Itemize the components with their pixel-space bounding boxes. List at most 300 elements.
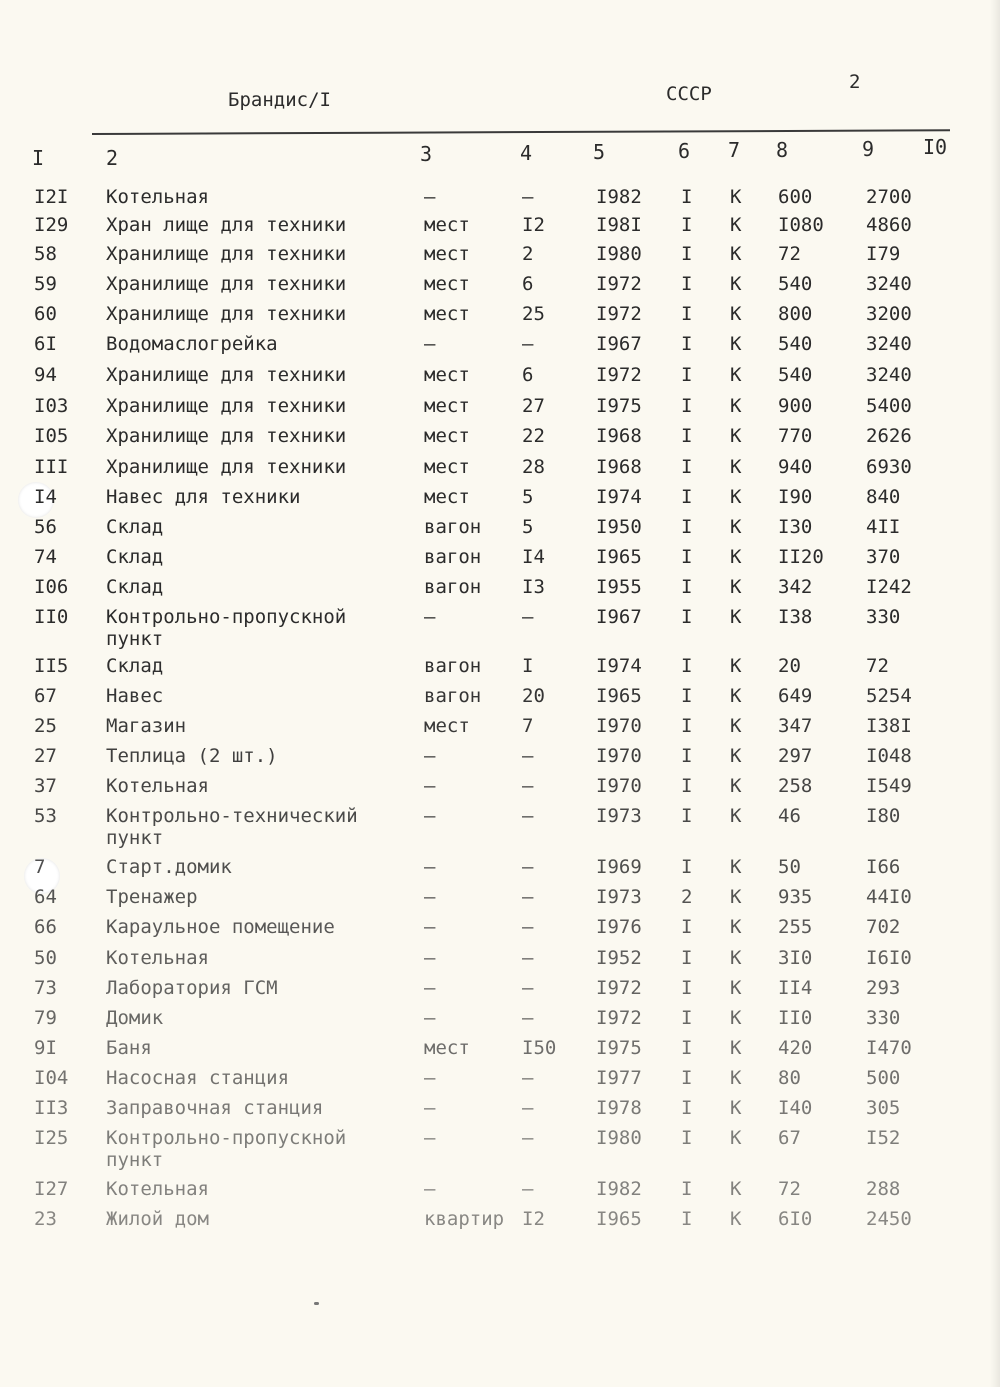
cell-col-4: – [522,947,534,969]
document-country-title: СССР [666,83,712,105]
cell-col-5: I982 [596,186,642,208]
cell-col-4: – [522,775,534,797]
cell-col-4: I2 [522,1208,545,1230]
cell-col-1: 50 [34,947,57,969]
cell-col-5: I950 [596,516,642,538]
cell-col-2: Котельная [106,186,209,208]
column-number: 3 [420,142,433,166]
cell-col-4: I4 [522,546,545,568]
cell-col-6: I [681,395,693,417]
cell-col-4: 28 [522,456,545,478]
cell-col-1: 25 [34,715,57,737]
cell-col-6: I [681,1007,693,1029]
cell-col-5: I968 [596,456,642,478]
cell-col-5: I952 [596,947,642,969]
table-row [0,1127,1000,1171]
cell-col-5: I974 [596,486,642,508]
cell-col-9: 500 [866,1067,901,1089]
cell-col-3: мест [424,486,470,508]
cell-col-6: I [681,243,693,265]
cell-col-6: I [681,486,693,508]
cell-col-2: Лаборатория ГСМ [106,977,278,999]
cell-col-5: I955 [596,576,642,598]
cell-col-7: К [730,685,742,707]
cell-col-9: 4II [866,516,901,538]
cell-col-9: 6930 [866,456,912,478]
cell-col-8: I080 [778,214,824,236]
table-row [0,1007,1000,1037]
cell-col-5: I967 [596,333,642,355]
cell-col-1: I2I [34,186,69,208]
cell-col-1: III [34,456,69,478]
cell-col-4: I3 [522,576,545,598]
cell-col-6: I [681,333,693,355]
cell-col-9: 44I0 [866,886,912,908]
table-row [0,243,1000,273]
cell-col-3: мест [424,395,470,417]
cell-col-8: II4 [778,977,813,999]
cell-col-9: 305 [866,1097,901,1119]
cell-col-9: 2450 [866,1208,912,1230]
cell-col-1: 23 [34,1208,57,1230]
cell-col-8: 297 [778,745,813,767]
cell-col-4: 25 [522,303,545,325]
cell-col-5: I972 [596,303,642,325]
cell-col-9: I242 [866,576,912,598]
table-row [0,303,1000,333]
cell-col-7: К [730,1037,742,1059]
cell-col-1: 79 [34,1007,57,1029]
table-row [0,715,1000,745]
cell-col-2: Насосная станция [106,1067,290,1089]
cell-col-2: Склад [106,546,164,568]
cell-col-5: I980 [596,1127,642,1149]
table-row [0,546,1000,576]
cell-col-1: I04 [34,1067,69,1089]
cell-col-3: – [424,186,436,208]
cell-col-2: Хранилище для техники [106,273,347,295]
cell-col-3: вагон [424,576,482,598]
cell-col-3: мест [424,364,470,386]
cell-col-2: Домик [106,1007,164,1029]
cell-col-3: вагон [424,685,482,707]
table-row [0,1067,1000,1097]
cell-col-7: К [730,214,742,236]
cell-col-6: I [681,805,693,827]
table-row [0,364,1000,394]
cell-col-9: I79 [866,243,901,265]
cell-col-4: – [522,1127,534,1149]
cell-col-7: К [730,715,742,737]
table-row [0,1178,1000,1208]
ink-speck [314,1302,319,1305]
table-row [0,1097,1000,1127]
cell-col-9: I66 [866,856,901,878]
cell-col-1: I06 [34,576,69,598]
cell-col-5: I972 [596,1007,642,1029]
cell-col-3: мест [424,1037,470,1059]
table-row [0,655,1000,685]
cell-col-3: – [424,856,436,878]
cell-col-9: I048 [866,745,912,767]
cell-col-8: I90 [778,486,813,508]
cell-col-5: I972 [596,364,642,386]
cell-col-1: 56 [34,516,57,538]
cell-col-7: К [730,395,742,417]
cell-col-1: 37 [34,775,57,797]
cell-col-2: Контрольно-пропускной пункт [106,606,347,650]
cell-col-5: I977 [596,1067,642,1089]
cell-col-7: К [730,916,742,938]
cell-col-8: 6I0 [778,1208,813,1230]
cell-col-6: I [681,947,693,969]
cell-col-2: Склад [106,655,164,677]
cell-col-4: 6 [522,364,534,386]
cell-col-4: – [522,886,534,908]
cell-col-1: 27 [34,745,57,767]
cell-col-5: I982 [596,1178,642,1200]
table-row [0,273,1000,303]
cell-col-4: 20 [522,685,545,707]
cell-col-5: I975 [596,1037,642,1059]
cell-col-3: – [424,1178,436,1200]
cell-col-6: I [681,516,693,538]
cell-col-3: – [424,1007,436,1029]
cell-col-9: I6I0 [866,947,912,969]
cell-col-9: 5254 [866,685,912,707]
cell-col-5: I968 [596,425,642,447]
cell-col-5: I978 [596,1097,642,1119]
cell-col-8: 72 [778,1178,801,1200]
cell-col-1: I29 [34,214,69,236]
cell-col-1: 7 [34,856,46,878]
cell-col-3: вагон [424,546,482,568]
cell-col-8: 420 [778,1037,813,1059]
cell-col-7: К [730,486,742,508]
cell-col-8: 649 [778,685,813,707]
cell-col-8: 900 [778,395,813,417]
cell-col-9: 3240 [866,333,912,355]
cell-col-4: I50 [522,1037,557,1059]
cell-col-2: Теплица (2 шт.) [106,745,278,767]
cell-col-6: I [681,775,693,797]
cell-col-4: 27 [522,395,545,417]
cell-col-9: 702 [866,916,901,938]
cell-col-7: К [730,186,742,208]
cell-col-7: К [730,745,742,767]
cell-col-6: I [681,1178,693,1200]
cell-col-6: I [681,303,693,325]
cell-col-3: мест [424,456,470,478]
cell-col-1: 74 [34,546,57,568]
cell-col-4: – [522,1007,534,1029]
cell-col-6: I [681,745,693,767]
column-number: 7 [728,138,741,162]
cell-col-8: 20 [778,655,801,677]
table-row [0,886,1000,916]
table-row [0,425,1000,455]
cell-col-3: мест [424,425,470,447]
cell-col-6: I [681,685,693,707]
cell-col-8: 770 [778,425,813,447]
column-number: I [32,146,45,170]
cell-col-9: I52 [866,1127,901,1149]
cell-col-4: – [522,805,534,827]
cell-col-7: К [730,977,742,999]
cell-col-1: 64 [34,886,57,908]
cell-col-7: К [730,273,742,295]
table-row [0,916,1000,946]
cell-col-5: I972 [596,273,642,295]
cell-col-3: – [424,606,436,628]
cell-col-2: Склад [106,516,164,538]
cell-col-3: – [424,1097,436,1119]
cell-col-4: – [522,333,534,355]
cell-col-4: 22 [522,425,545,447]
cell-col-5: I965 [596,546,642,568]
cell-col-9: 330 [866,606,901,628]
column-number: 9 [862,137,875,161]
cell-col-9: 370 [866,546,901,568]
cell-col-3: – [424,1127,436,1149]
cell-col-2: Контрольно-пропускной пункт [106,1127,347,1171]
table-row [0,745,1000,775]
cell-col-3: вагон [424,655,482,677]
cell-col-7: К [730,516,742,538]
cell-col-3: мест [424,715,470,737]
cell-col-3: – [424,886,436,908]
column-number: 8 [776,138,789,162]
column-number: 5 [593,140,606,164]
cell-col-7: К [730,1178,742,1200]
table-row [0,947,1000,977]
cell-col-8: 540 [778,364,813,386]
cell-col-8: 258 [778,775,813,797]
cell-col-1: 6I [34,333,57,355]
table-row [0,977,1000,1007]
cell-col-2: Караульное помещение [106,916,335,938]
cell-col-6: I [681,655,693,677]
cell-col-5: I973 [596,886,642,908]
table-row [0,576,1000,606]
cell-col-4: 5 [522,516,534,538]
cell-col-9: 2700 [866,186,912,208]
table-row [0,1037,1000,1067]
cell-col-5: I970 [596,715,642,737]
cell-col-5: I965 [596,685,642,707]
cell-col-4: – [522,745,534,767]
cell-col-3: – [424,745,436,767]
cell-col-3: – [424,916,436,938]
table-row [0,456,1000,486]
cell-col-1: I25 [34,1127,69,1149]
cell-col-9: 3240 [866,273,912,295]
table-row [0,186,1000,216]
cell-col-6: I [681,1037,693,1059]
table-row [0,214,1000,244]
cell-col-2: Хранилище для техники [106,364,347,386]
cell-col-9: 293 [866,977,901,999]
cell-col-8: 255 [778,916,813,938]
cell-col-8: 50 [778,856,801,878]
cell-col-8: 3I0 [778,947,813,969]
table-row [0,486,1000,516]
cell-col-1: 67 [34,685,57,707]
cell-col-1: 94 [34,364,57,386]
cell-col-9: I80 [866,805,901,827]
cell-col-4: – [522,1178,534,1200]
cell-col-2: Хранилище для техники [106,456,347,478]
cell-col-7: К [730,1067,742,1089]
cell-col-9: 72 [866,655,889,677]
cell-col-7: К [730,425,742,447]
table-row [0,606,1000,650]
cell-col-8: 72 [778,243,801,265]
cell-col-6: I [681,1067,693,1089]
cell-col-1: 60 [34,303,57,325]
cell-col-1: I03 [34,395,69,417]
cell-col-7: К [730,805,742,827]
cell-col-3: – [424,805,436,827]
cell-col-6: I [681,856,693,878]
cell-col-3: квартир [424,1208,505,1230]
cell-col-3: мест [424,273,470,295]
cell-col-4: – [522,1097,534,1119]
cell-col-1: II3 [34,1097,69,1119]
cell-col-2: Контрольно-технический пункт [106,805,358,849]
cell-col-5: I970 [596,745,642,767]
cell-col-6: I [681,1097,693,1119]
cell-col-7: К [730,243,742,265]
cell-col-1: 73 [34,977,57,999]
cell-col-1: I05 [34,425,69,447]
cell-col-1: I27 [34,1178,69,1200]
cell-col-6: I [681,916,693,938]
cell-col-6: I [681,425,693,447]
cell-col-4: – [522,1067,534,1089]
cell-col-5: I974 [596,655,642,677]
cell-col-6: I [681,546,693,568]
cell-col-2: Старт.домик [106,856,232,878]
cell-col-2: Хранилище для техники [106,395,347,417]
cell-col-9: 5400 [866,395,912,417]
table-row [0,685,1000,715]
cell-col-8: I40 [778,1097,813,1119]
table-row [0,333,1000,363]
cell-col-3: – [424,1067,436,1089]
cell-col-9: I38I [866,715,912,737]
cell-col-5: I980 [596,243,642,265]
cell-col-9: 840 [866,486,901,508]
cell-col-9: 330 [866,1007,901,1029]
cell-col-8: I38 [778,606,813,628]
cell-col-7: К [730,775,742,797]
cell-col-7: К [730,1127,742,1149]
cell-col-9: I549 [866,775,912,797]
cell-col-5: I969 [596,856,642,878]
cell-col-3: мест [424,214,470,236]
cell-col-2: Магазин [106,715,187,737]
cell-col-3: – [424,947,436,969]
cell-col-5: I98I [596,214,642,236]
cell-col-6: I [681,186,693,208]
cell-col-1: I4 [34,486,57,508]
cell-col-3: – [424,775,436,797]
cell-col-3: вагон [424,516,482,538]
cell-col-2: Котельная [106,1178,209,1200]
cell-col-1: 66 [34,916,57,938]
cell-col-2: Хранилище для техники [106,425,347,447]
column-number: 6 [678,139,691,163]
cell-col-8: 80 [778,1067,801,1089]
cell-col-9: 3200 [866,303,912,325]
cell-col-9: I470 [866,1037,912,1059]
column-number: 2 [106,146,119,170]
cell-col-8: 540 [778,333,813,355]
cell-col-7: К [730,606,742,628]
cell-col-4: – [522,186,534,208]
cell-col-1: 58 [34,243,57,265]
cell-col-5: I970 [596,775,642,797]
cell-col-1: II0 [34,606,69,628]
cell-col-6: I [681,1208,693,1230]
cell-col-7: К [730,886,742,908]
cell-col-4: 2 [522,243,534,265]
cell-col-2: Хранилище для техники [106,243,347,265]
cell-col-4: – [522,977,534,999]
cell-col-6: I [681,214,693,236]
cell-col-5: I973 [596,805,642,827]
cell-col-5: I975 [596,395,642,417]
cell-col-2: Склад [106,576,164,598]
cell-col-5: I965 [596,1208,642,1230]
cell-col-7: К [730,456,742,478]
cell-col-3: мест [424,303,470,325]
cell-col-7: К [730,655,742,677]
cell-col-2: Хранилище для техники [106,303,347,325]
cell-col-7: К [730,1097,742,1119]
cell-col-5: I976 [596,916,642,938]
cell-col-9: 288 [866,1178,901,1200]
cell-col-8: 800 [778,303,813,325]
cell-col-6: I [681,456,693,478]
cell-col-9: 3240 [866,364,912,386]
cell-col-7: К [730,576,742,598]
cell-col-2: Навес [106,685,164,707]
cell-col-1: II5 [34,655,69,677]
cell-col-7: К [730,303,742,325]
cell-col-9: 2626 [866,425,912,447]
cell-col-6: I [681,576,693,598]
cell-col-5: I967 [596,606,642,628]
cell-col-8: II0 [778,1007,813,1029]
cell-col-4: 6 [522,273,534,295]
cell-col-6: I [681,1127,693,1149]
cell-col-3: мест [424,243,470,265]
column-number: I0 [923,135,948,159]
cell-col-1: 9I [34,1037,57,1059]
cell-col-6: I [681,715,693,737]
cell-col-1: 59 [34,273,57,295]
cell-col-2: Водомаслогрейка [106,333,278,355]
cell-col-2: Навес для техники [106,486,301,508]
table-row [0,516,1000,546]
cell-col-6: I [681,273,693,295]
cell-col-6: I [681,364,693,386]
cell-col-4: I2 [522,214,545,236]
table-row [0,805,1000,849]
cell-col-1: 53 [34,805,57,827]
